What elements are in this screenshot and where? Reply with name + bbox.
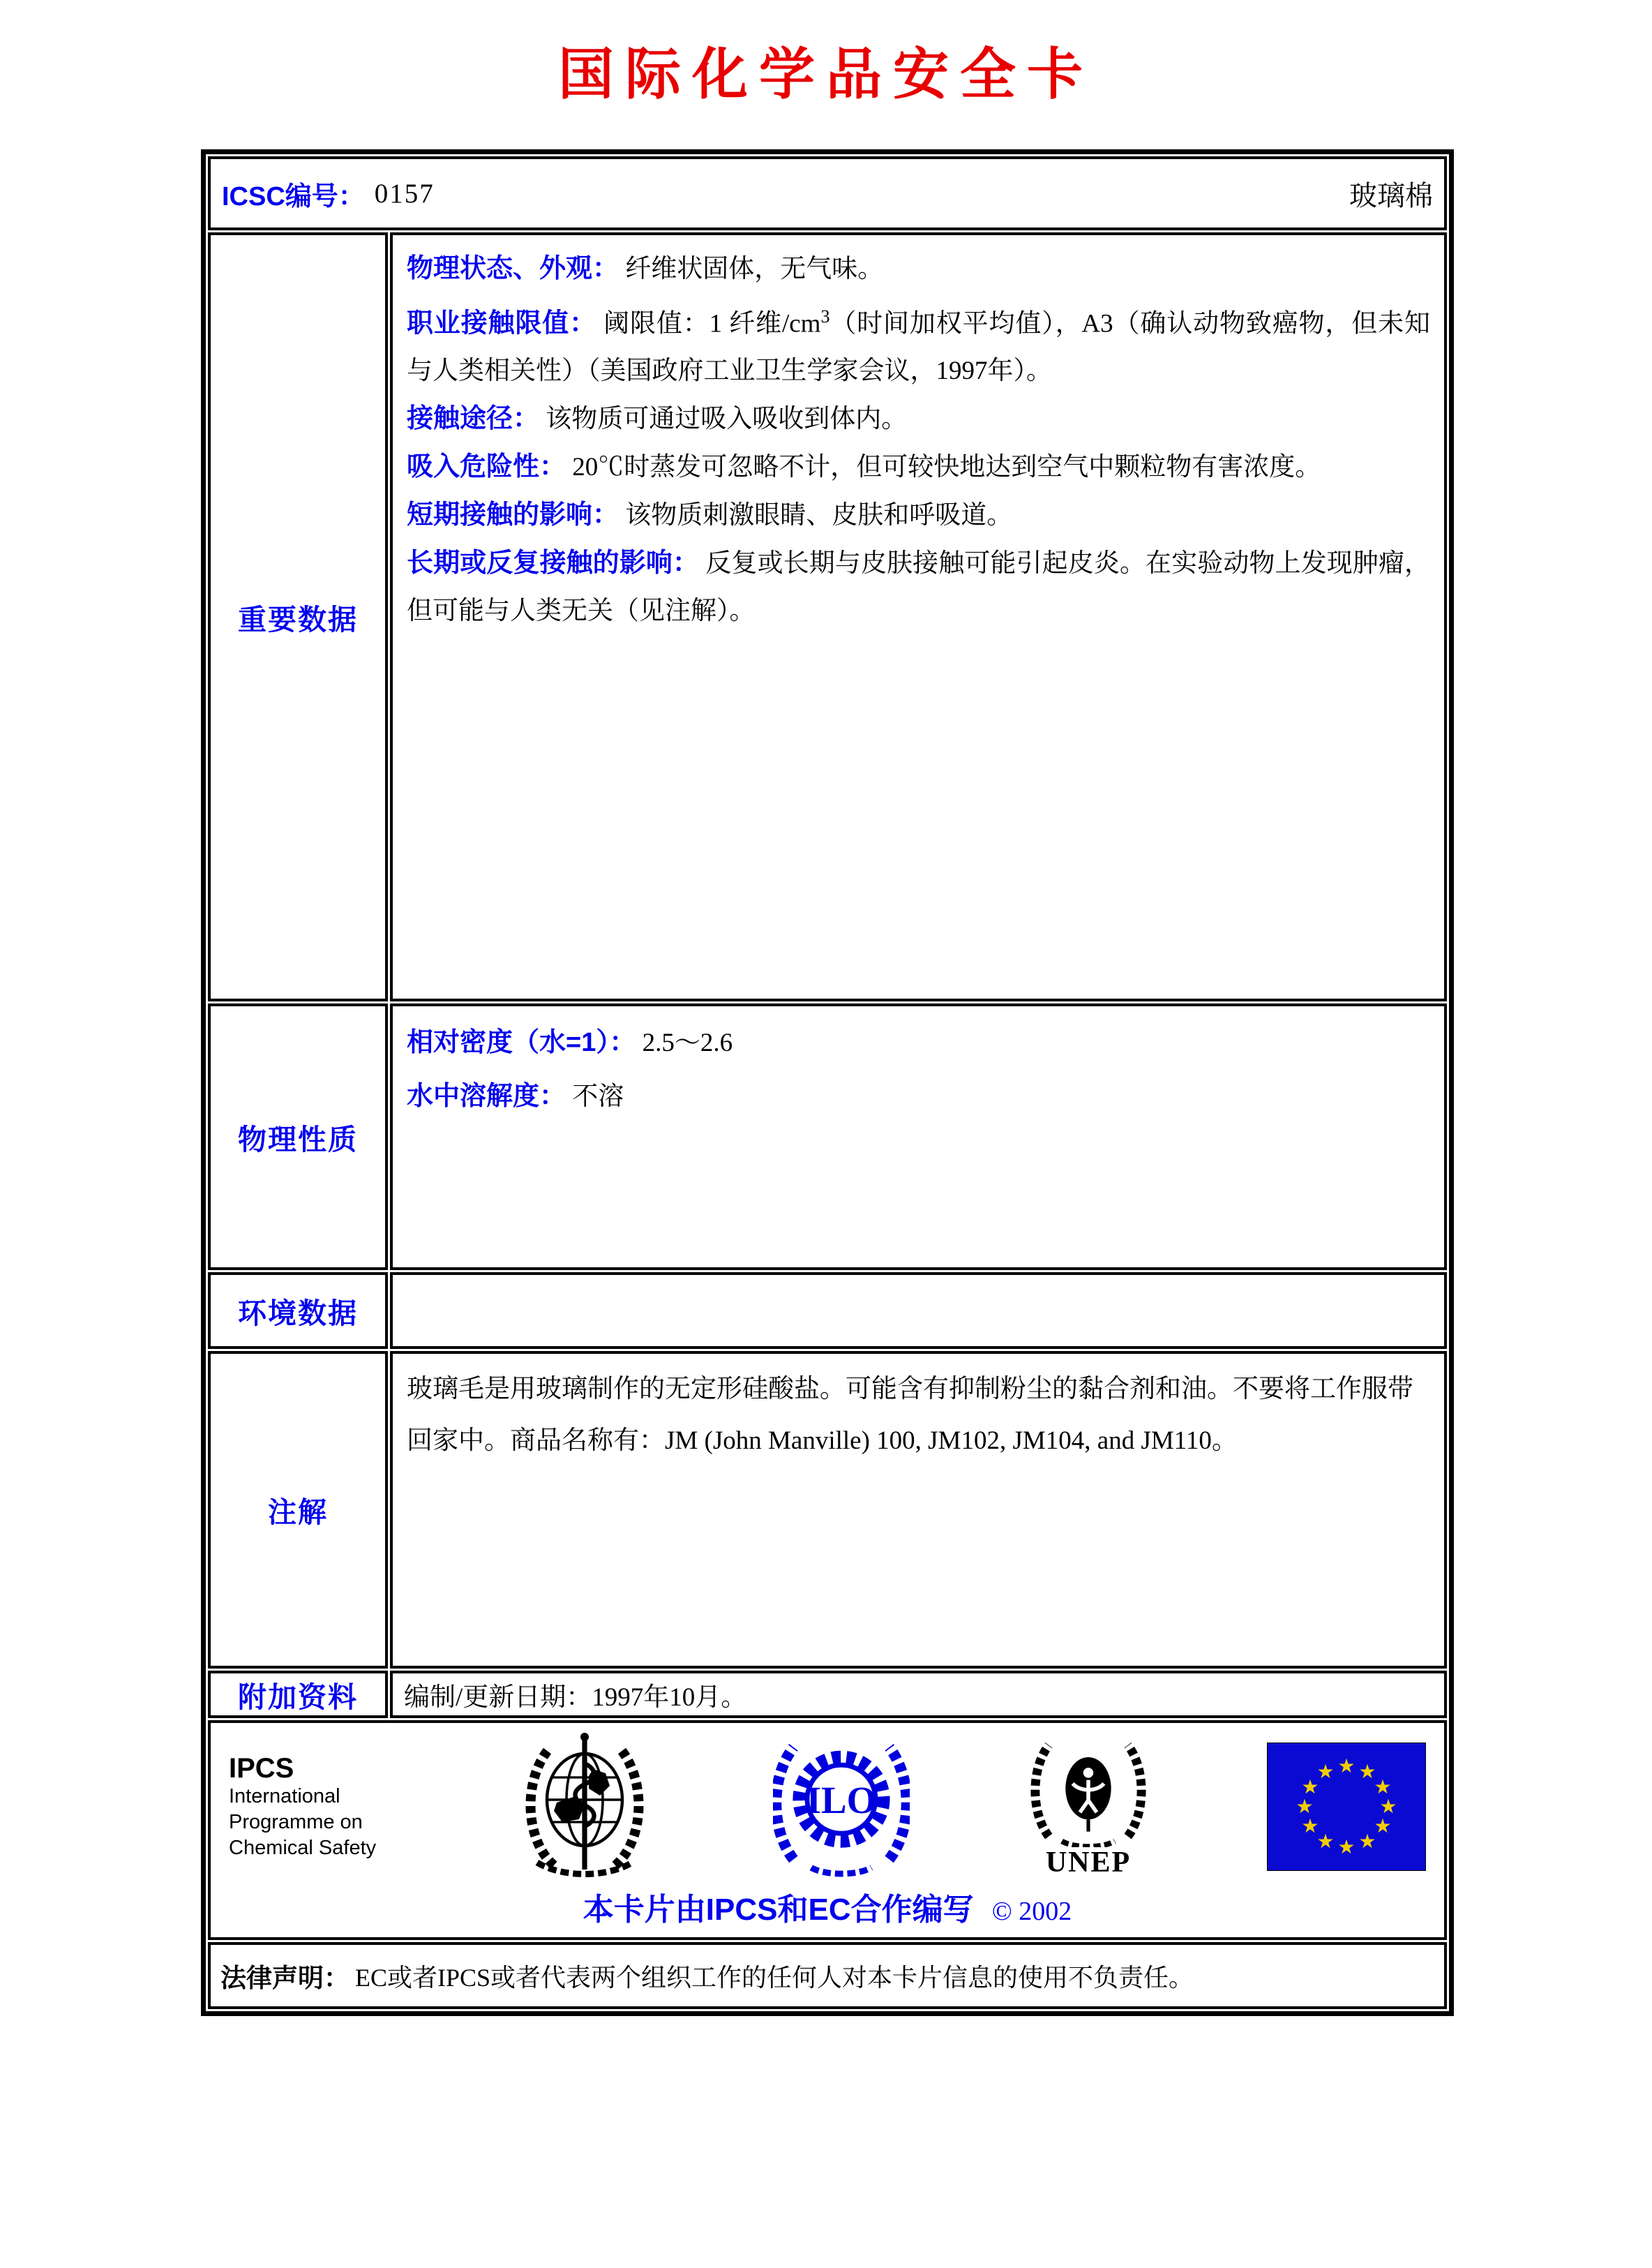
oel-superscript: 3 [820, 306, 830, 327]
oel-text-pre: 阈限值：1 纤维/cm [603, 309, 821, 338]
section-label-important: 重要数据 [208, 232, 388, 1001]
row-important-data [208, 232, 1447, 1001]
svg-text:ILO: ILO [806, 1778, 877, 1821]
logo-strip [229, 1730, 1426, 1883]
exposure-routes-text: 该物质可通过吸入吸收到体内。 [546, 405, 908, 434]
row-notes [208, 1351, 1447, 1669]
short-term-entry [407, 491, 1430, 539]
physical-state-text: 纤维状固体，无气味。 [625, 255, 884, 283]
footer-cell [208, 1720, 1447, 1940]
unep-label: UNEP [1045, 1847, 1132, 1879]
physical-state-entry [407, 245, 1430, 293]
oel-entry [407, 293, 1430, 395]
ilo-logo-icon [773, 1733, 910, 1880]
environmental-data-content [390, 1272, 1447, 1349]
chemical-name: 玻璃棉 [1349, 179, 1433, 211]
exposure-routes-entry [407, 395, 1430, 443]
section-label-physical: 物理性质 [208, 1004, 388, 1270]
physical-state-label: 物理状态、外观： [407, 254, 620, 283]
long-term-text: 反复或长期与皮肤接触可能引起皮炎。在实验动物上发现肿瘤，但可能与人类无关（见注解）。 [407, 549, 1431, 626]
inhalation-risk-entry [407, 443, 1430, 491]
solubility-value: 不溶 [572, 1082, 624, 1111]
ipcs-title: IPCS [229, 1752, 294, 1784]
update-date-value: 1997年10月。 [592, 1683, 747, 1712]
eu-flag-icon [1267, 1743, 1426, 1871]
who-logo-icon [515, 1730, 654, 1883]
section-label-notes: 注解 [208, 1351, 388, 1669]
density-value: 2.5～2.6 [642, 1029, 733, 1057]
header-cell [208, 156, 1447, 230]
update-date-label: 编制/更新日期： [404, 1683, 592, 1712]
oel-label: 职业接触限值： [407, 308, 597, 338]
short-term-text: 该物质刺激眼睛、皮肤和呼吸道。 [625, 501, 1013, 530]
header-row [208, 156, 1447, 230]
legal-text: EC或者IPCS或者代表两个组织工作的任何人对本卡片信息的使用不负责任。 [355, 1963, 1194, 1992]
section-label-environmental: 环境数据 [208, 1272, 388, 1349]
row-physical-properties [208, 1004, 1447, 1270]
oel-text-post: （时间加权平均值），A3（确认动物致癌物，但未知与人类相关性）（美国政府工业卫生学家会议，1997年）。 [407, 309, 1431, 386]
credit-text: 本卡片由IPCS和EC合作编写 [583, 1893, 974, 1927]
section-label-additional: 附加资料 [208, 1671, 388, 1718]
long-term-entry [407, 539, 1430, 635]
ipcs-line-3: Chemical Safety [229, 1836, 377, 1859]
solubility-entry [407, 1070, 1430, 1124]
notes-text: 玻璃毛是用玻璃制作的无定形硅酸盐。可能含有抑制粉尘的黏合剂和油。不要将工作服带回家中。商品名称有：JM (John Manville) 100, JM102, JM104, and JM110。 [407, 1375, 1413, 1455]
physical-properties-content [390, 1004, 1447, 1270]
page-title: 国际化学品安全卡 [558, 45, 1094, 106]
row-footer [208, 1720, 1447, 1940]
density-entry [407, 1016, 1430, 1070]
row-legal [208, 1942, 1447, 2009]
row-additional-info [208, 1671, 1447, 1718]
unep-logo-icon [1028, 1736, 1148, 1847]
ipcs-text-block [229, 1753, 396, 1861]
short-term-label: 短期接触的影响： [407, 500, 620, 530]
density-label: 相对密度（水=1）： [407, 1028, 636, 1057]
important-data-content [390, 232, 1447, 1001]
legal-cell [208, 1942, 1447, 2009]
inhalation-risk-text: 20℃时蒸发可忽略不计，但可较快地达到空气中颗粒物有害浓度。 [572, 453, 1321, 482]
additional-info-content [390, 1671, 1447, 1718]
icsc-card [201, 149, 1454, 2016]
icsc-number-label: ICSC编号： [222, 181, 365, 211]
notes-content [390, 1351, 1447, 1669]
long-term-label: 长期或反复接触的影响： [407, 549, 700, 579]
icsc-number: 0157 [374, 178, 435, 209]
ipcs-line-2: Programme on [229, 1810, 363, 1833]
inhalation-risk-label: 吸入危险性： [407, 452, 566, 482]
ipcs-line-1: International [229, 1784, 340, 1807]
legal-label: 法律声明： [220, 1964, 350, 1992]
credit-line [229, 1884, 1426, 1933]
exposure-routes-label: 接触途径： [407, 404, 540, 434]
solubility-label: 水中溶解度： [407, 1082, 566, 1111]
unep-logo-block [1028, 1736, 1148, 1878]
row-environmental-data [208, 1272, 1447, 1349]
copyright-text: © 2002 [991, 1897, 1072, 1926]
